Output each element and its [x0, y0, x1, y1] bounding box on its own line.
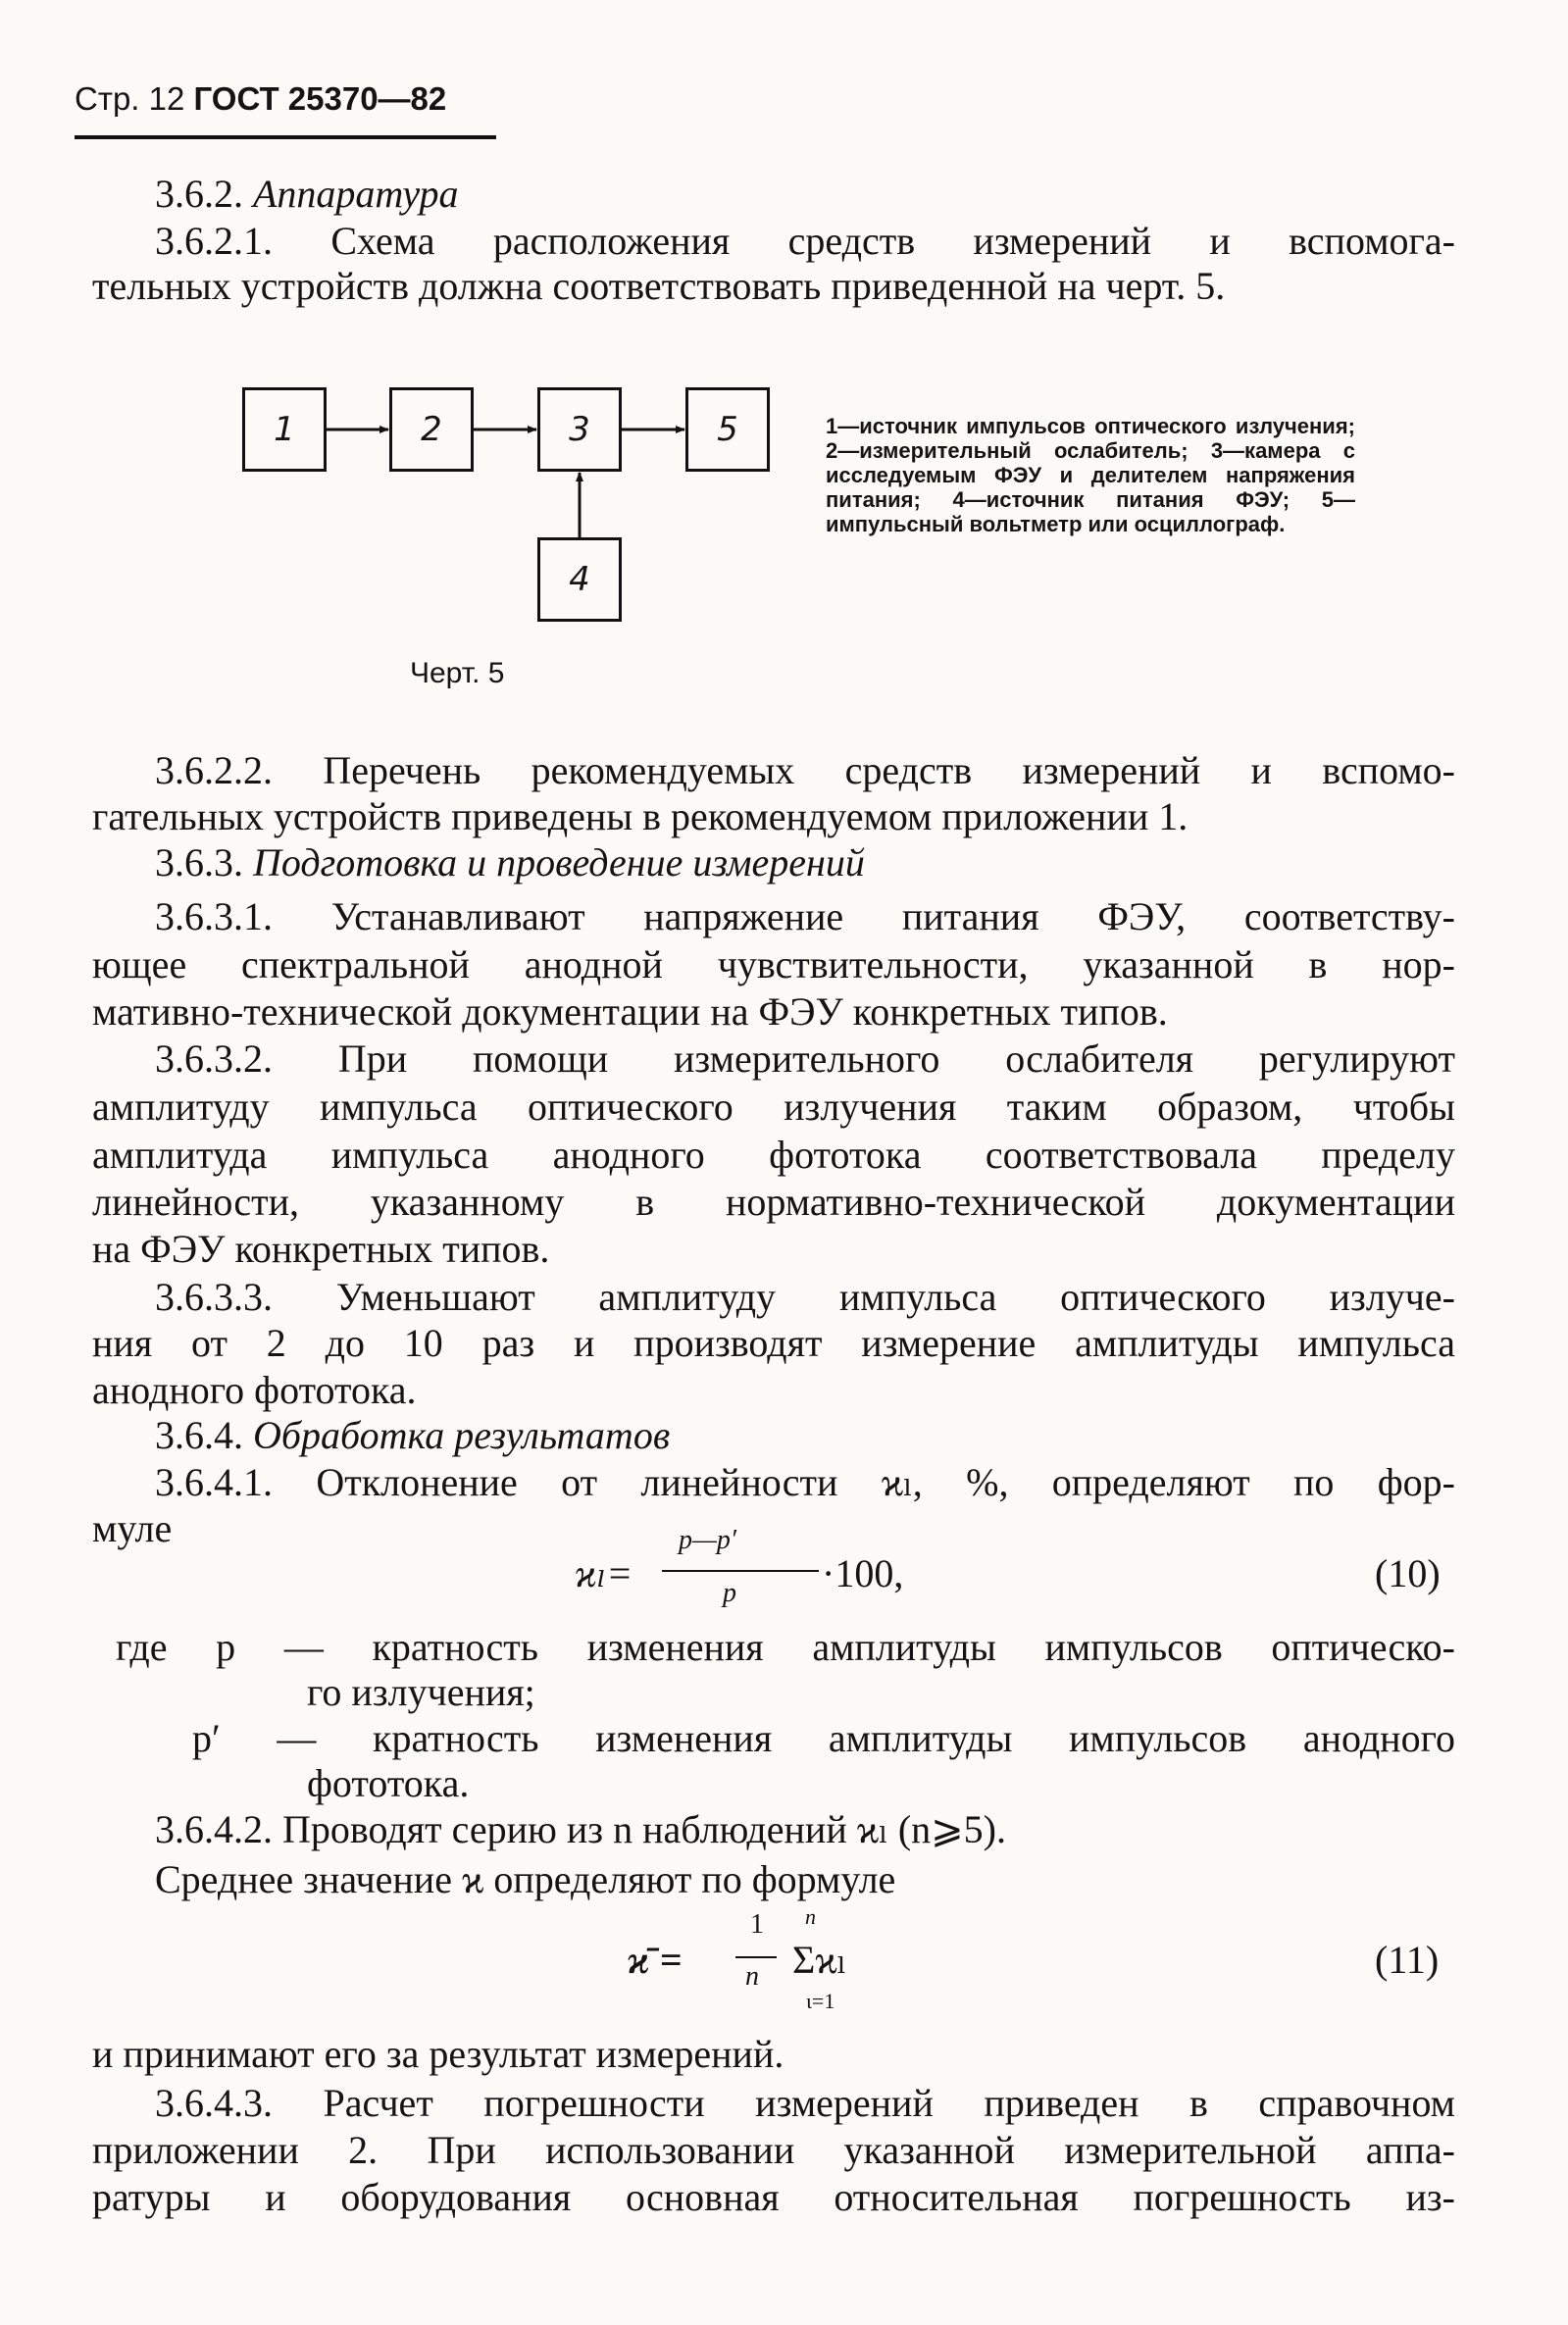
section-title: Обработка результатов: [253, 1413, 671, 1457]
section-3-6-4-heading: [155, 1413, 670, 1458]
box-label: 1: [274, 410, 295, 449]
para-3-6-4-2-line2: Среднее значение ϰ определяют по формуле: [155, 1857, 896, 1901]
section-3-6-3-heading: [155, 840, 865, 885]
para-3-6-4-3-line2: приложении 2. При использовании указанной измерительной аппа-: [92, 2128, 1455, 2172]
para-3-6-2-1-line1: 3.6.2.1. Схема расположения средств измерений и вспомога-: [155, 219, 1455, 263]
para-3-6-2-2-line1: 3.6.2.2. Перечень рекомендуемых средств измерений и вспомо-: [155, 748, 1455, 792]
para-3-6-3-3-line1: 3.6.3.3. Уменьшают амплитуду импульса оптического излуче-: [155, 1275, 1455, 1319]
sum-upper-limit: n: [805, 1904, 816, 1929]
formula-lhs: ϰₗ=: [575, 1551, 633, 1595]
para-3-6-3-2-line4: линейности, указанному в нормативно-технической документации: [92, 1180, 1455, 1224]
figure-caption: Черт. 5: [410, 657, 505, 689]
para-3-6-3-1-line3: мативно-технической документации на ФЭУ конкретных типов.: [92, 989, 1168, 1034]
formula-denominator: p: [723, 1578, 736, 1608]
para-3-6-3-1-line2: ющее спектральной анодной чувствительности, указанной в нор-: [92, 942, 1455, 986]
box-label: 3: [569, 410, 590, 449]
box-label: 4: [569, 560, 590, 599]
box-label: 5: [717, 410, 738, 449]
para-3-6-3-1-line1: 3.6.3.1. Устанавливают напряжение питания ФЭУ, соответству-: [155, 894, 1455, 938]
where-p-prime-line1: p′ — кратность изменения амплитуды импульсов анодного: [192, 1716, 1455, 1760]
para-3-6-4-3-line3: ратуры и оборудования основная относительная погрешность из-: [92, 2175, 1455, 2219]
section-number: 3.6.4.: [155, 1413, 243, 1457]
sum-expression: Σϰₗ: [792, 1938, 847, 1982]
sum-lower-limit: ι=1: [806, 1989, 835, 2013]
diagram-legend: 1—источник импульсов оптического излучения; 2—измерительный ослабитель; 3—камера с исследуемым ФЭУ и делителем напряжения питания; 4—источник питания ФЭУ; 5—импульсный вольтметр или осциллограф.: [826, 414, 1355, 536]
para-3-6-2-1-line2: тельных устройств должна соответствовать приведенной на черт. 5.: [92, 264, 1226, 308]
formula-tail: ·100,: [822, 1551, 904, 1595]
formula-denominator: n: [745, 1961, 759, 1992]
where-p-prime-line2: фототока.: [307, 1761, 470, 1805]
para-3-6-3-3-line2: ния от 2 до 10 раз и производят измерение амплитуды импульса: [92, 1321, 1455, 1365]
formula-lhs: ϰ̄ =: [628, 1938, 683, 1982]
para-3-6-4-3-line1: 3.6.4.3. Расчет погрешности измерений приведен в справочном: [155, 2081, 1455, 2125]
diagram-arrows: [0, 0, 883, 686]
para-3-6-3-2-line5: на ФЭУ конкретных типов.: [92, 1227, 550, 1271]
fraction-bar: [735, 1956, 777, 1958]
box-label: 2: [421, 410, 442, 449]
formula-label: (10): [1375, 1551, 1441, 1595]
where-p-line2: го излучения;: [307, 1670, 535, 1714]
para-3-6-3-2-line1: 3.6.3.2. При помощи измерительного ослабителя регулируют: [155, 1036, 1455, 1081]
section-number: 3.6.3.: [155, 840, 243, 885]
section-title: Подготовка и проведение измерений: [253, 840, 865, 885]
fraction-bar: [662, 1570, 819, 1572]
para-3-6-3-3-line3: анодного фототока.: [92, 1368, 417, 1412]
formula-label: (11): [1375, 1938, 1440, 1982]
formula-numerator: p—p′: [679, 1525, 737, 1555]
para-3-6-2-2-line2: гательных устройств приведены в рекомендуемом приложении 1.: [92, 794, 1189, 838]
para-3-6-4-1-line1: 3.6.4.1. Отклонение от линейности ϰₗ, %, определяют по фор-: [155, 1460, 1455, 1504]
section-title: Аппаратура: [253, 172, 459, 216]
para-after-formula-11: и принимают его за результат измерений.: [92, 2032, 784, 2076]
para-3-6-4-2-line1: 3.6.4.2. Проводят серию из n наблюдений ϰₗ (n⩾5).: [155, 1807, 1006, 1851]
para-3-6-3-2-line2: амплитуду импульса оптического излучения таким образом, чтобы: [92, 1085, 1455, 1129]
where-p-line1: где p — кратность изменения амплитуды импульсов оптическо-: [116, 1625, 1455, 1669]
para-3-6-4-1-line2: муле: [92, 1506, 173, 1550]
section-number: 3.6.2.: [155, 172, 243, 216]
formula-numerator: 1: [750, 1909, 764, 1940]
page-number: Стр. 12: [75, 80, 185, 117]
standard-number: ГОСТ 25370—82: [193, 80, 447, 117]
para-3-6-3-2-line3: амплитуда импульса анодного фототока соответствовала пределу: [92, 1133, 1455, 1177]
